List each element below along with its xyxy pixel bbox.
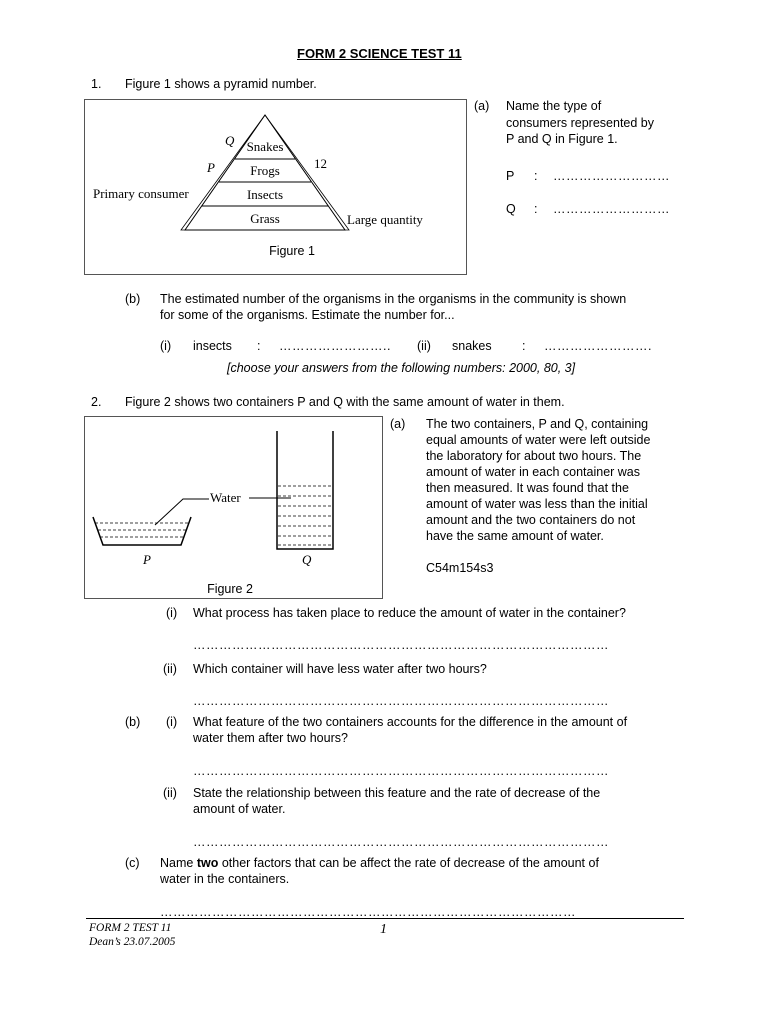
q2a-text-4: amount of water in each container was xyxy=(426,465,641,479)
q2a-text-8: have the same amount of water. xyxy=(426,529,604,543)
q1b-text-1: The estimated number of the organisms in the organisms in the community is shown xyxy=(160,292,627,306)
footer-test-name: FORM 2 TEST 11 xyxy=(89,922,172,934)
label-primary-consumer: Primary consumer xyxy=(93,186,189,201)
pyramid-diagram xyxy=(85,100,466,274)
q1b-ii-text: snakes xyxy=(452,339,492,353)
q1a-p-answer-blank[interactable]: ……………………… xyxy=(553,169,670,183)
q2a-text-7: amount and the two containers do not xyxy=(426,513,636,527)
q1b-i-label: (i) xyxy=(160,339,172,353)
q2c-text-bold: two xyxy=(196,856,219,870)
containers-diagram xyxy=(85,417,382,598)
q1b-label: (b) xyxy=(125,292,141,306)
q2c-text-1 xyxy=(160,856,599,870)
figure-1-caption: Figure 1 xyxy=(269,244,315,258)
level-grass: Grass xyxy=(250,211,280,226)
q2a-ii-text: Which container will have less water after two hours? xyxy=(193,662,487,676)
q2a-i-label: (i) xyxy=(166,606,178,620)
label-p: P xyxy=(207,160,215,175)
level-frogs: Frogs xyxy=(250,163,280,178)
q2a-ii-label: (ii) xyxy=(163,662,177,676)
figure-2-caption: Figure 2 xyxy=(207,582,253,596)
q2-number: 2. xyxy=(91,395,102,409)
q2b-ii-text-2: amount of water. xyxy=(193,802,286,816)
q1a-q-colon: : xyxy=(534,202,538,216)
page-number: 1 xyxy=(380,922,387,937)
q2b-i-text-1: What feature of the two containers accounts for the difference in the amount of xyxy=(193,715,628,729)
q2c-text-post: other factors that can be affect the rate of decrease of the amount of xyxy=(218,856,599,870)
q1-number: 1. xyxy=(91,77,102,91)
q2b-ii-text-1: State the relationship between this feature and the rate of decrease of the xyxy=(193,786,601,800)
q1b-ii-label: (ii) xyxy=(417,339,431,353)
water-label: Water xyxy=(210,490,241,505)
q1b-i-colon: : xyxy=(257,339,261,353)
q2c-label: (c) xyxy=(125,856,140,870)
q2a-text-1: The two containers, P and Q, containing xyxy=(426,417,649,431)
label-q: Q xyxy=(225,133,235,148)
q1a-label: (a) xyxy=(474,99,490,113)
q2a-text-2: equal amounts of water were left outside xyxy=(426,433,651,447)
container-q-label: Q xyxy=(302,552,312,567)
q1b-hint: [choose your answers from the following numbers: 2000, 80, 3] xyxy=(227,361,576,375)
q1b-snakes-answer-blank[interactable]: ……………………. xyxy=(544,339,652,353)
q2b-i-label: (i) xyxy=(166,715,178,729)
level-snakes: Snakes xyxy=(246,139,284,154)
q1a-q-answer-blank[interactable]: ……………………… xyxy=(553,202,670,216)
label-12: 12 xyxy=(314,156,327,171)
q1a-p-colon: : xyxy=(534,169,538,183)
q1a-text-3: P and Q in Figure 1. xyxy=(506,132,618,146)
q2b-label: (b) xyxy=(125,715,141,729)
level-insects: Insects xyxy=(246,187,284,202)
page-title: FORM 2 SCIENCE TEST 11 xyxy=(297,46,462,61)
q1a-text-2: consumers represented by xyxy=(506,116,654,130)
footer-rule xyxy=(86,918,684,919)
q2c-text-pre: Name xyxy=(160,856,197,870)
label-large-quantity: Large quantity xyxy=(347,212,423,227)
q1b-text-2: for some of the organisms. Estimate the number for... xyxy=(160,308,455,322)
q2b-ii-answer-line[interactable]: …………………………………………………………………………………… xyxy=(193,835,609,849)
q1a-p-label: P xyxy=(506,169,515,183)
q2a-text-5: then measured. It was found that the xyxy=(426,481,629,495)
q1b-ii-colon: : xyxy=(522,339,526,353)
q2b-i-answer-line[interactable]: …………………………………………………………………………………… xyxy=(193,764,609,778)
figure-2 xyxy=(84,416,383,599)
q2a-i-text: What process has taken place to reduce the amount of water in the container? xyxy=(193,606,626,620)
footer-author-date: Dean’s 23.07.2005 xyxy=(89,936,176,948)
figure-1 xyxy=(84,99,467,275)
q2a-code: C54m154s3 xyxy=(426,561,494,575)
q1a-q-label: Q xyxy=(506,202,516,216)
q1-stem: Figure 1 shows a pyramid number. xyxy=(125,77,317,91)
q2c-text-2: water in the containers. xyxy=(160,872,290,886)
q2a-text-3: the laboratory for about two hours. The xyxy=(426,449,642,463)
q2b-i-text-2: water them after two hours? xyxy=(193,731,348,745)
q1a-text-1: Name the type of xyxy=(506,99,602,113)
q2-stem: Figure 2 shows two containers P and Q with the same amount of water in them. xyxy=(125,395,565,409)
q2a-label: (a) xyxy=(390,417,406,431)
q2c-answer-line[interactable]: …………………………………………………………………………………… xyxy=(160,905,576,919)
q1b-i-text: insects xyxy=(193,339,232,353)
q2a-i-answer-line[interactable]: …………………………………………………………………………………… xyxy=(193,638,609,652)
q2b-ii-label: (ii) xyxy=(163,786,177,800)
q1b-insects-answer-blank[interactable]: …………………….. xyxy=(279,339,391,353)
q2a-text-6: amount of water was less than the initial xyxy=(426,497,648,511)
container-p-label: P xyxy=(143,552,151,567)
q2a-ii-answer-line[interactable]: …………………………………………………………………………………… xyxy=(193,694,609,708)
